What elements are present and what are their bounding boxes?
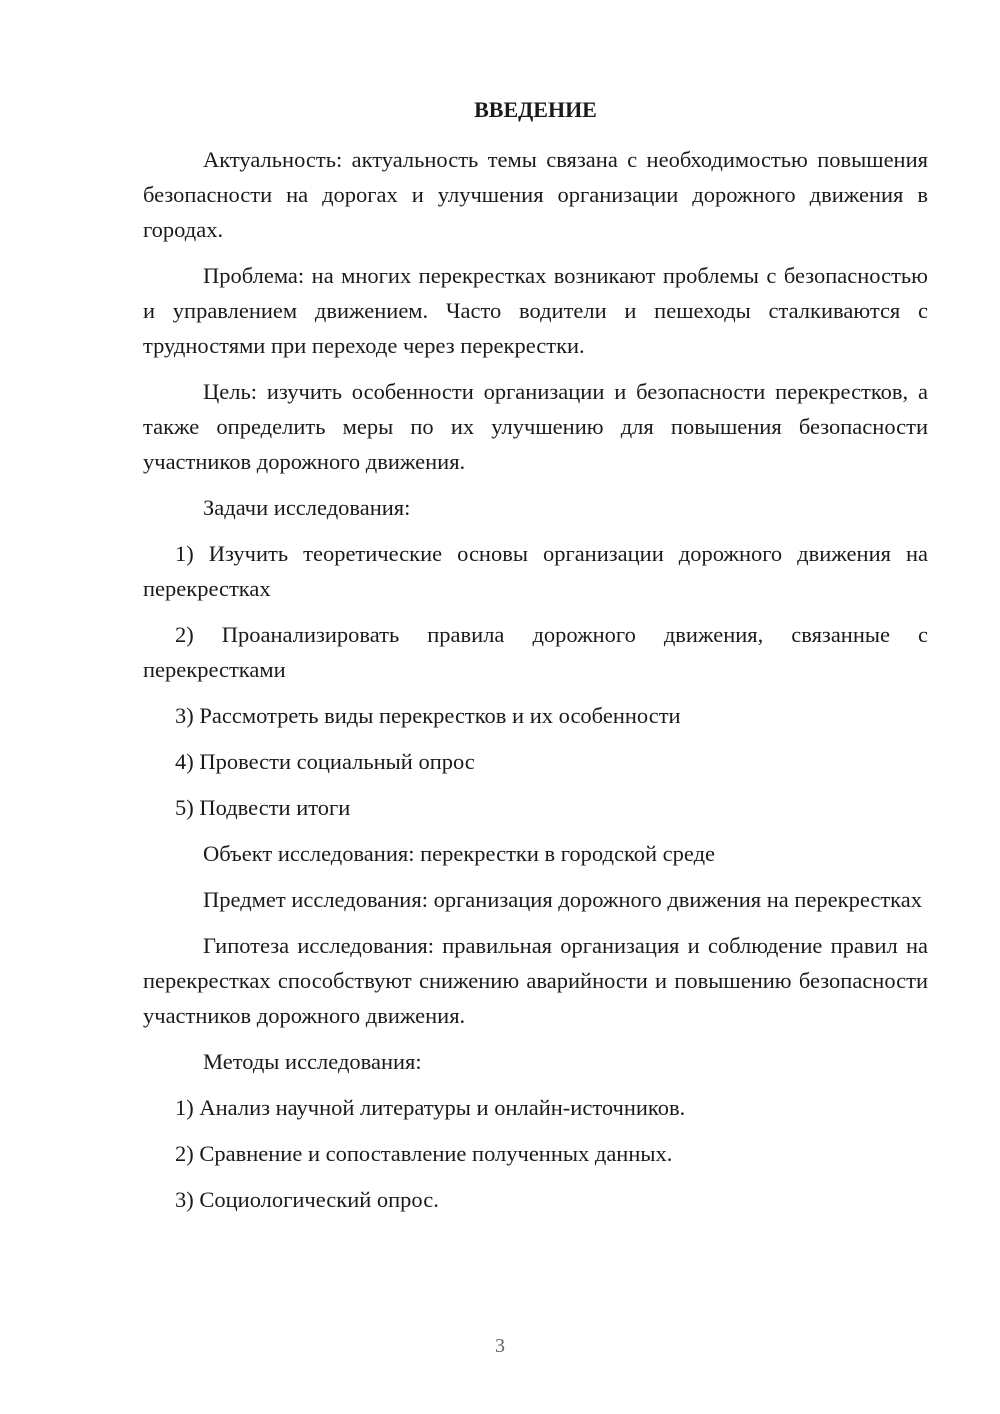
object-paragraph: Объект исследования: перекрестки в городской среде bbox=[203, 841, 716, 866]
task-item-3: 3) Рассмотреть виды перекрестков и их особенности bbox=[175, 703, 681, 728]
problem-paragraph: Проблема: на многих перекрестках возникают проблемы с безопасностью и управлением движением. Часто водители и пешеходы сталкиваются с трудностями при переходе через перекрестки. bbox=[143, 263, 928, 358]
subject-paragraph: Предмет исследования: организация дорожного движения на перекрестках bbox=[203, 887, 923, 912]
method-item-1: 1) Анализ научной литературы и онлайн-источников. bbox=[175, 1095, 686, 1120]
tasks-heading: Задачи исследования: bbox=[203, 495, 411, 520]
method-item-2: 2) Сравнение и сопоставление полученных данных. bbox=[175, 1141, 673, 1166]
methods-heading: Методы исследования: bbox=[203, 1049, 422, 1074]
task-item-2: 2) Проанализировать правила дорожного движения, связанные с перекрестками bbox=[143, 622, 928, 682]
method-item-3: 3) Социологический опрос. bbox=[175, 1187, 439, 1212]
page-number: 3 bbox=[495, 1335, 505, 1357]
task-item-4: 4) Провести социальный опрос bbox=[175, 749, 475, 774]
task-item-1: 1) Изучить теоретические основы организации дорожного движения на перекрестках bbox=[143, 541, 928, 601]
hypothesis-paragraph: Гипотеза исследования: правильная организация и соблюдение правил на перекрестках способствуют снижению аварийности и повышению безопасности участников дорожного движения. bbox=[143, 933, 928, 1028]
relevance-paragraph: Актуальность: актуальность темы связана с необходимостью повышения безопасности на дорогах и улучшения организации дорожного движения в городах. bbox=[143, 147, 928, 242]
task-item-5: 5) Подвести итоги bbox=[175, 795, 351, 820]
section-title: ВВЕДЕНИЕ bbox=[474, 97, 597, 122]
document-page bbox=[143, 95, 928, 1228]
goal-paragraph: Цель: изучить особенности организации и безопасности перекрестков, а также определить меры по их улучшению для повышения безопасности участников дорожного движения. bbox=[143, 379, 928, 474]
